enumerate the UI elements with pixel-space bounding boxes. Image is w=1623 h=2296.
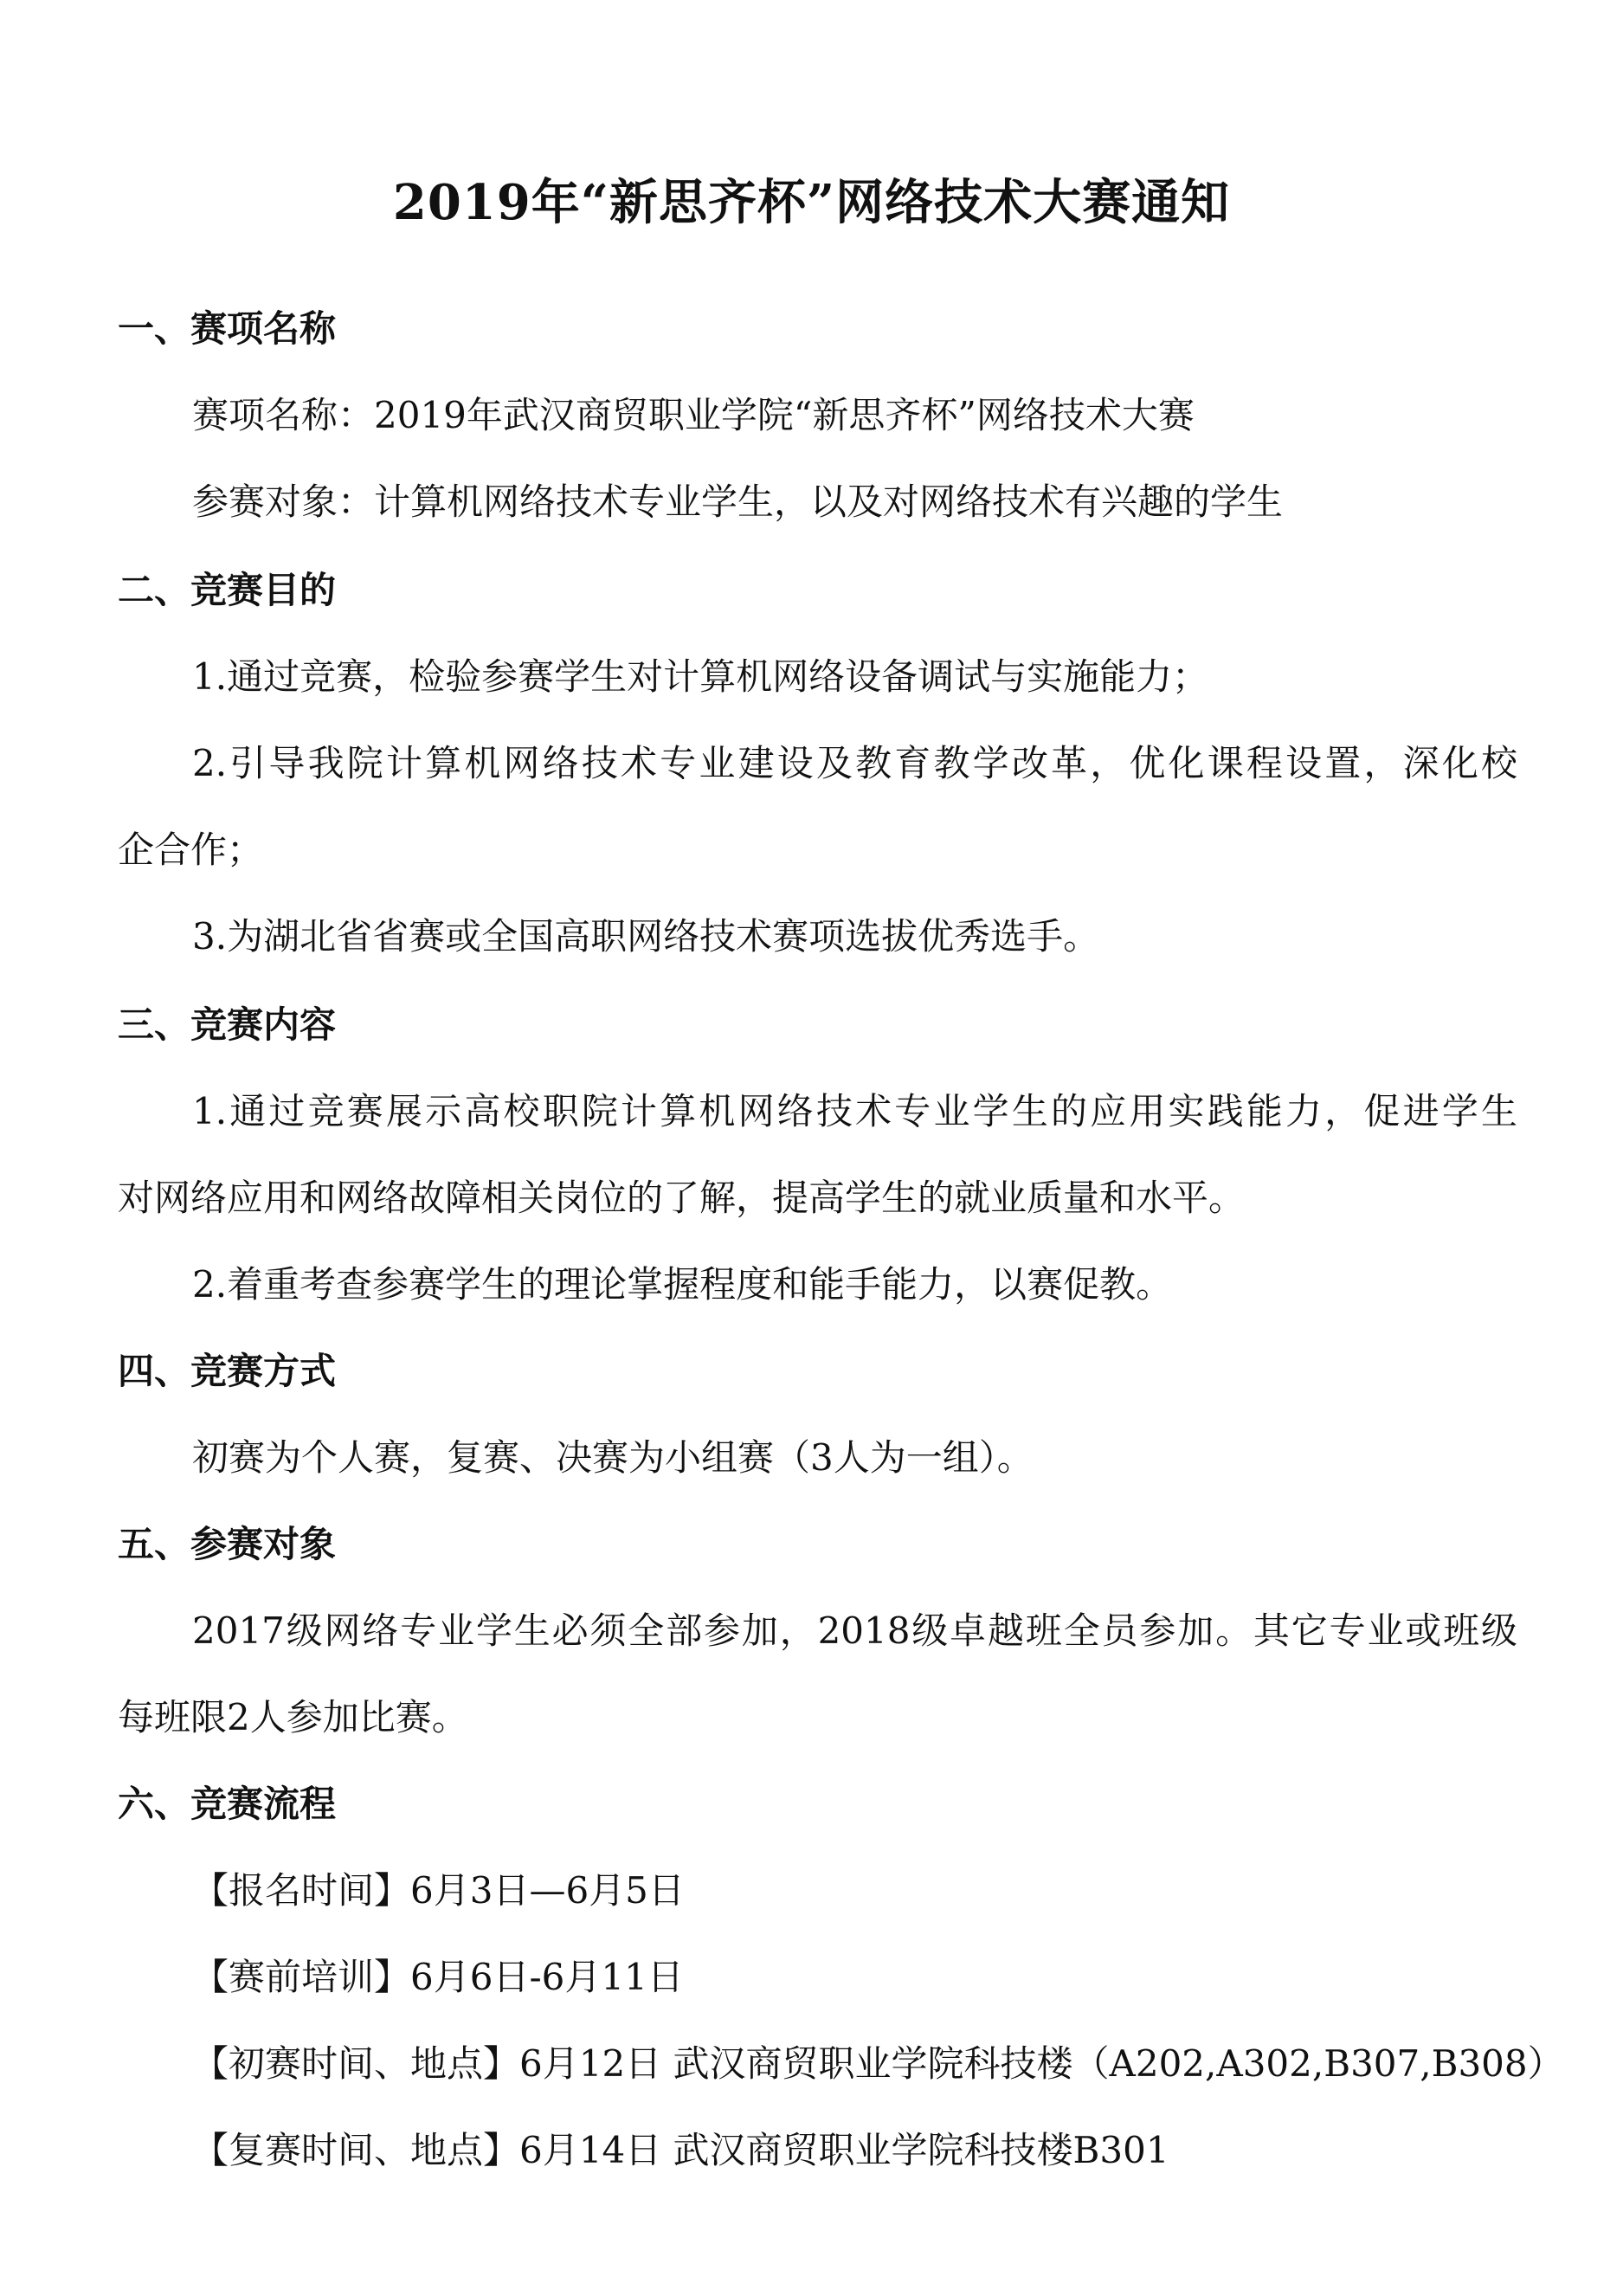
paragraph-line: 初赛为个人赛，复赛、决赛为小组赛（3人为一组）。: [192, 1436, 1034, 1479]
section-heading: 四、竞赛方式: [118, 1350, 337, 1392]
paragraph-line: 赛项名称：2019年武汉商贸职业学院“新思齐杯”网络技术大赛: [192, 394, 1195, 436]
paragraph-line: 1.通过竞赛，检验参赛学生对计算机网络设备调试与实施能力；: [192, 655, 1209, 698]
paragraph-line: 企合作；: [118, 829, 264, 871]
paragraph-line: 对网络应用和网络故障相关岗位的了解，提高学生的就业质量和水平。: [118, 1177, 1246, 1219]
section-heading: 五、参赛对象: [118, 1523, 337, 1565]
section-heading: 二、竞赛目的: [118, 569, 337, 611]
section-heading: 六、竞赛流程: [118, 1783, 337, 1825]
paragraph-line: 参赛对象：计算机网络技术专业学生，以及对网络技术有兴趣的学生: [192, 480, 1284, 523]
page-title: 2019年“新思齐杯”网络技术大赛通知: [392, 174, 1231, 231]
section-heading: 一、赛项名称: [118, 307, 337, 350]
paragraph-line: 2.着重考查参赛学生的理论掌握程度和能手能力，以赛促教。: [192, 1263, 1173, 1306]
schedule-line: 【报名时间】6月3日—6月5日: [192, 1869, 685, 1912]
schedule-line: 【复赛时间、地点】6月14日 武汉商贸职业学院科技楼B301: [192, 2129, 1169, 2171]
paragraph-line: 1.通过竞赛展示高校职院计算机网络技术专业学生的应用实践能力，促进学生: [192, 1090, 1517, 1132]
paragraph-line: 3.为湖北省省赛或全国高职网络技术赛项选拔优秀选手。: [192, 915, 1100, 958]
paragraph-line: 2.引导我院计算机网络技术专业建设及教育教学改革，优化课程设置，深化校: [192, 742, 1517, 784]
schedule-line: 【赛前培训】6月6日-6月11日: [192, 1956, 684, 1998]
paragraph-line: 2017级网络专业学生必须全部参加，2018级卓越班全员参加。其它专业或班级: [192, 1609, 1517, 1652]
schedule-line: 【初赛时间、地点】6月12日 武汉商贸职业学院科技楼（A202,A302,B307,B308）: [192, 2042, 1564, 2085]
paragraph-line: 每班限2人参加比赛。: [118, 1696, 468, 1738]
section-heading: 三、竞赛内容: [118, 1003, 337, 1046]
